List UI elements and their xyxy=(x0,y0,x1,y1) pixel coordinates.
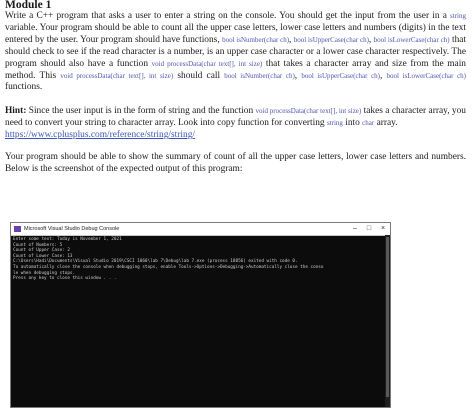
console-scrollbar[interactable] xyxy=(385,235,390,407)
hint-label: Hint: xyxy=(5,106,27,117)
output-description: Your program should be able to show the summary of count of all the upper case letters, lower case letters and numbers. Below is the screenshot of the expected output of this program: xyxy=(5,152,466,174)
code-term: string xyxy=(450,12,466,20)
code-term: bool isUpperCase(char ch) xyxy=(301,71,381,80)
console-line: Count of Numbers: 5 xyxy=(13,242,63,248)
console-line: le when debugging stops. xyxy=(13,270,76,276)
code-term: bool isNumber(char ch) xyxy=(222,35,290,44)
hint-paragraph: Hint: Since the user input is in the form of string and the function void processData(char text[], int size) takes a character array, you need to convert your string to character array. Look into copy function for converting string into char array. https://www.cplusplus.com/reference/string/string/ xyxy=(5,106,466,141)
console-line: To automatically close the console when debugging stops, enable Tools->Options->Debugging->Automatically close the conso xyxy=(13,264,324,270)
visual-studio-icon xyxy=(14,226,21,232)
console-line: Count of Upper Case: 2 xyxy=(13,248,70,254)
code-term: char xyxy=(362,119,375,128)
code-term: string xyxy=(326,119,343,128)
minimize-button[interactable]: – xyxy=(353,225,357,232)
code-term: bool isLowerCase(char ch) xyxy=(386,71,467,80)
code-term: bool isUpperCase(char ch) xyxy=(293,35,369,44)
code-term: bool isLowerCase(char ch) xyxy=(373,35,450,44)
console-line: C:\Users\Hadi\Documents\Visual Studio 2019\CSCI 1060\lab 7\Debug\lab 7.exe (process 18856) exited with code 0. xyxy=(13,259,298,265)
close-button[interactable]: × xyxy=(380,225,386,232)
console-line: Enter some text: Today is November 1, 2021 xyxy=(13,237,122,242)
reference-link[interactable]: https://www.cplusplus.com/reference/string/string/ xyxy=(5,130,195,141)
scrollbar-thumb[interactable] xyxy=(386,237,389,397)
code-term: void processData(char text[], int size) xyxy=(151,59,263,68)
code-term: void processData(char text[], int size) xyxy=(255,107,362,116)
instructions-paragraph: Write a C++ program that asks a user to enter a string on the console. You should get the input from the user in a string variable. Your program should be able to count all the upper case letters, lower case letters and numbers (digits) in the text entered by the user. Your program should have functions, bool isNumber(char ch), bool isUpperCase(char ch), bool isLowerCase(char ch) that should check to see if the read character is a number, is an upper case character or a lower case character respectively. The program should also have a function void processData(char text[], int size) that takes a character array and size from the main method. This void processData(char text[], int size) should call bool isNumber(char ch), bool isUpperCase(char ch), bool isLowerCase(char ch) functions. xyxy=(5,11,467,93)
console-titlebar xyxy=(11,223,390,236)
code-term: void processData(char text[], int size) xyxy=(60,71,174,80)
console-line: Count of Lower Case: 13 xyxy=(13,253,73,259)
module-heading: Module 1 xyxy=(5,0,52,11)
debug-console-window xyxy=(10,222,391,408)
console-title: Microsoft Visual Studio Debug Console xyxy=(24,226,120,232)
console-line: Press any key to close this window . . . xyxy=(13,276,117,282)
maximize-button[interactable]: □ xyxy=(366,225,372,232)
code-term: bool isNumber(char ch) xyxy=(224,71,295,80)
console-output xyxy=(11,236,390,283)
